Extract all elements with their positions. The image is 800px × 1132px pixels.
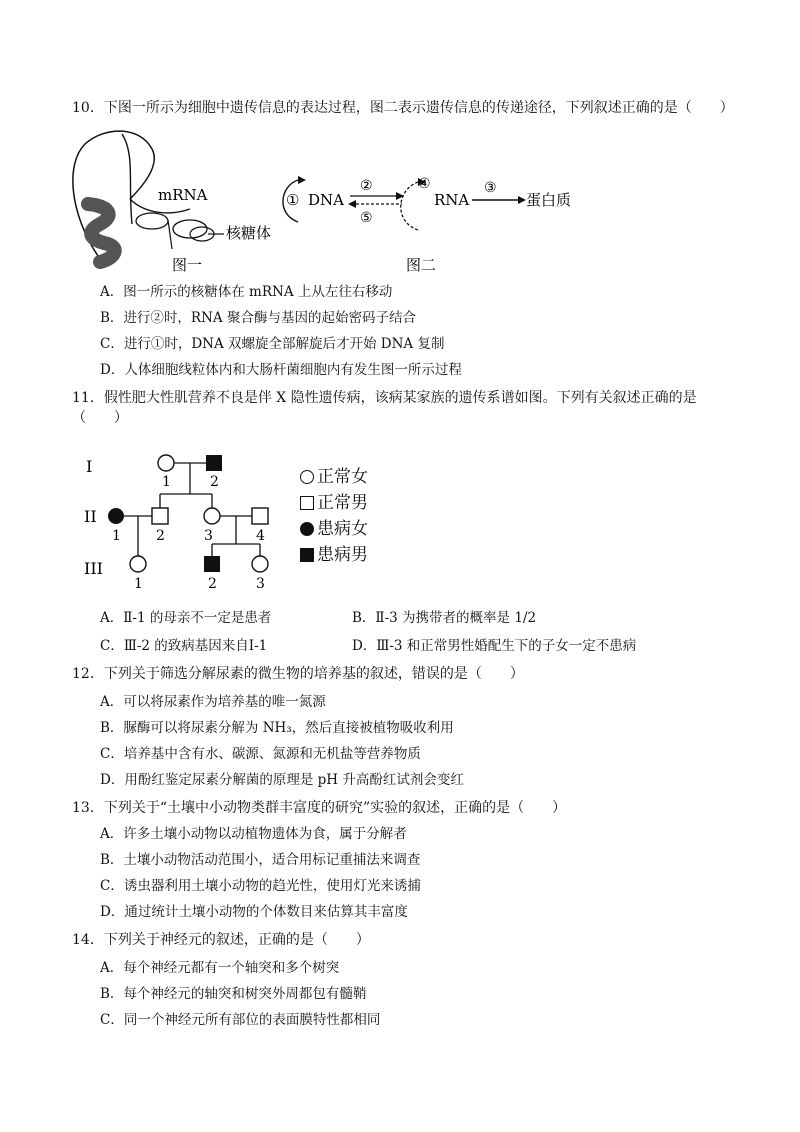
svg-text:2: 2 bbox=[208, 576, 217, 592]
q10-option-c: C．进行①时，DNA 双螺旋全部解旋后才开始 DNA 复制 bbox=[100, 336, 445, 352]
q12-option-b: B．脲酶可以将尿素分解为 NH₃，然后直接被植物吸收利用 bbox=[100, 720, 454, 736]
svg-text:I: I bbox=[86, 457, 93, 476]
q14-option-c: C．同一个神经元所有部位的表面膜特性都相同 bbox=[100, 1012, 381, 1028]
q10-option-b: B．进行②时，RNA 聚合酶与基因的起始密码子结合 bbox=[100, 310, 416, 326]
fig2-step4: ④ bbox=[418, 176, 431, 192]
svg-text:mRNA: mRNA bbox=[158, 186, 208, 204]
q13-option-a: A．许多土壤小动物以动植物遗体为食，属于分解者 bbox=[100, 826, 407, 842]
q12-option-d: D．用酚红鉴定尿素分解菌的原理是 pH 升高酚红试剂会变红 bbox=[100, 772, 464, 788]
pedigree-legend: 正常女 正常男 患病女 患病男 bbox=[300, 464, 368, 568]
affected-female-icon bbox=[300, 522, 314, 536]
pedigree-chart bbox=[80, 448, 290, 598]
fig2-step2: ② bbox=[360, 178, 373, 194]
svg-text:II: II bbox=[84, 507, 97, 526]
question-12-stem: 12．下列关于筛选分解尿素的微生物的培养基的叙述，错误的是（ ） bbox=[72, 666, 524, 682]
figure-two bbox=[278, 166, 598, 276]
fig2-protein: 蛋白质 bbox=[526, 191, 572, 209]
fig2-dna: DNA bbox=[308, 191, 344, 209]
q14-option-b: B．每个神经元的轴突和树突外周都包有髓鞘 bbox=[100, 986, 367, 1002]
ribosome-label: 核糖体 bbox=[226, 224, 272, 242]
normal-female-icon bbox=[300, 470, 314, 484]
q10-option-d: D．人体细胞线粒体内和大肠杆菌细胞内有发生图一所示过程 bbox=[100, 362, 462, 378]
svg-text:III: III bbox=[84, 559, 103, 578]
q11-option-b: B．Ⅱ-3 为携带者的概率是 1/2 bbox=[352, 610, 537, 626]
q13-option-c: C．诱虫器利用土壤小动物的趋光性，使用灯光来诱捕 bbox=[100, 878, 421, 894]
svg-text:3: 3 bbox=[204, 528, 213, 544]
figure-one bbox=[60, 124, 290, 274]
svg-text:1: 1 bbox=[112, 528, 121, 544]
question-11-stem: 11．假性肥大性肌营养不良是伴 X 隐性遗传病，该病某家族的遗传系谱如图。下列有关叙述正确的是（ ） bbox=[72, 390, 697, 426]
svg-text:2: 2 bbox=[210, 474, 219, 490]
svg-text:4: 4 bbox=[256, 528, 265, 544]
q11-option-a: A．Ⅱ-1 的母亲不一定是患者 bbox=[100, 610, 272, 626]
q13-option-b: B．土壤小动物活动范围小，适合用标记重捕法来调查 bbox=[100, 852, 421, 868]
svg-text:2: 2 bbox=[156, 528, 165, 544]
fig2-rna: RNA bbox=[434, 191, 470, 209]
question-13-stem: 13．下列关于“土壤中小动物类群丰富度的研究”实验的叙述，正确的是（ ） bbox=[72, 800, 567, 816]
q13-option-d: D．通过统计土壤小动物的个体数目来估算其丰富度 bbox=[100, 904, 408, 920]
figure-one-caption: 图一 bbox=[172, 256, 203, 274]
fig2-step5: ⑤ bbox=[360, 210, 373, 226]
q12-option-a: A．可以将尿素作为培养基的唯一氮源 bbox=[100, 694, 326, 710]
q11-option-d: D．Ⅲ-3 和正常男性婚配生下的子女一定不患病 bbox=[352, 638, 637, 654]
affected-male-icon bbox=[300, 548, 314, 562]
svg-text:1: 1 bbox=[162, 474, 171, 490]
q11-option-c: C．Ⅲ-2 的致病基因来自Ⅰ-1 bbox=[100, 638, 268, 654]
q10-option-a: A．图一所示的核糖体在 mRNA 上从左往右移动 bbox=[100, 284, 393, 300]
fig2-step3: ③ bbox=[484, 180, 497, 196]
q14-option-a: A．每个神经元都有一个轴突和多个树突 bbox=[100, 960, 340, 976]
question-10-stem: 10．下图一所示为细胞中遗传信息的表达过程，图二表示遗传信息的传递途径，下列叙述正确的是（ ） bbox=[72, 100, 734, 116]
figure-two-caption: 图二 bbox=[406, 256, 437, 274]
svg-text:3: 3 bbox=[256, 576, 265, 592]
fig2-step1: ① bbox=[286, 191, 300, 209]
q12-option-c: C．培养基中含有水、碳源、氮源和无机盐等营养物质 bbox=[100, 746, 421, 762]
normal-male-icon bbox=[300, 496, 314, 510]
question-14-stem: 14．下列关于神经元的叙述，正确的是（ ） bbox=[72, 932, 370, 948]
svg-text:1: 1 bbox=[134, 576, 143, 592]
